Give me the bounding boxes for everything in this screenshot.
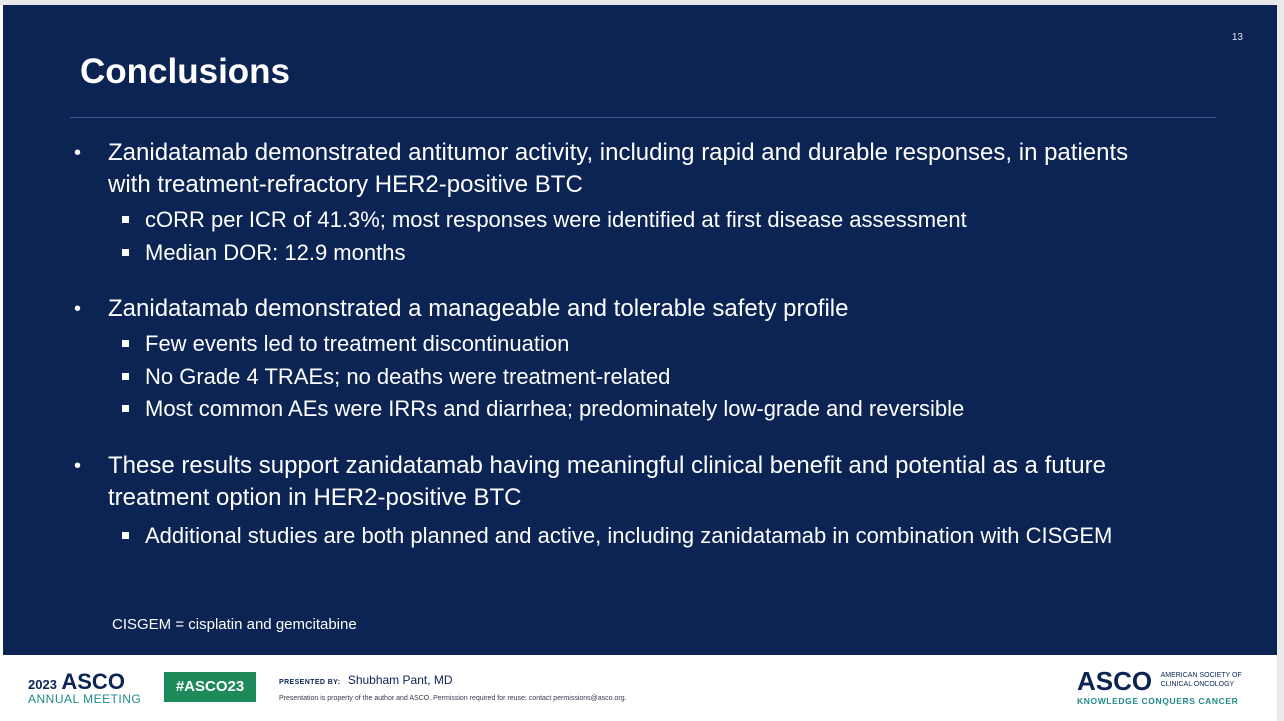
window-right-edge [1277, 0, 1284, 721]
bullet-2 [74, 293, 1168, 325]
sub-bullet-text: Most common AEs were IRRs and diarrhea; predominately low-grade and reversible [145, 396, 965, 421]
slide-title: Conclusions [80, 52, 291, 91]
meeting-name: ANNUAL MEETING [28, 692, 142, 706]
society-line-2: CLINICAL ONCOLOGY [1160, 681, 1235, 688]
bullet-dot-icon: • [74, 455, 82, 477]
bullet-dot-icon: • [74, 142, 82, 164]
sub-bullet-3-1 [145, 520, 1225, 552]
title-divider [70, 117, 1216, 118]
footnote: CISGEM = cisplatin and gemcitabine [112, 616, 357, 633]
asco-annual-meeting-logo [28, 669, 141, 706]
sub-bullet-text: cORR per ICR of 41.3%; most responses were identified at first disease assessment [145, 207, 967, 232]
slide-number: 13 [1231, 32, 1243, 43]
square-bullet-icon [122, 249, 129, 256]
society-line-1: AMERICAN SOCIETY OF [1160, 672, 1242, 679]
square-bullet-icon [122, 532, 129, 539]
bullet-2-text: Zanidatamab demonstrated a manageable and tolerable safety profile [108, 295, 849, 322]
meeting-year: 2023 [28, 677, 57, 692]
square-bullet-icon [122, 405, 129, 412]
bullet-3-text: These results support zanidatamab having meaningful clinical benefit and potential as a future treatment option in HER2-positive BTC [108, 452, 1106, 511]
disclaimer: Presentation is property of the author and ASCO. Permission required for reuse; contact permissions@asco.org. [279, 695, 627, 702]
slide [3, 5, 1277, 655]
asco-logo [1077, 666, 1257, 706]
sub-bullet-2-1 [145, 328, 1225, 360]
sub-bullet-text: Median DOR: 12.9 months [145, 240, 406, 265]
bullet-1-text: Zanidatamab demonstrated antitumor activity, including rapid and durable responses, in patients with treatment-refractory HER2-positive BTC [108, 139, 1129, 198]
hashtag-badge: #ASCO23 [164, 672, 256, 702]
square-bullet-icon [122, 340, 129, 347]
sub-bullet-1-1 [145, 204, 1225, 236]
presenter-name: Shubham Pant, MD [347, 673, 453, 687]
bullet-1 [74, 137, 1168, 201]
bullet-3 [74, 450, 1168, 514]
bullet-dot-icon: • [74, 298, 82, 320]
square-bullet-icon [122, 373, 129, 380]
sub-bullet-text: No Grade 4 TRAEs; no deaths were treatment-related [145, 364, 671, 389]
asco-logo-word: ASCO [1077, 666, 1153, 696]
slide-footer [0, 655, 1277, 721]
sub-bullet-text: Additional studies are both planned and active, including zanidatamab in combination with CISGEM [145, 523, 1113, 548]
sub-bullet-2-2 [145, 361, 1225, 393]
asco-society-name [1161, 671, 1242, 689]
sub-bullet-1-2 [145, 237, 1225, 269]
meeting-org: ASCO [61, 669, 125, 694]
presented-by-label: PRESENTED BY: [279, 679, 341, 686]
sub-bullet-text: Few events led to treatment discontinuation [145, 331, 570, 356]
square-bullet-icon [122, 216, 129, 223]
presented-by [279, 673, 453, 687]
sub-bullet-2-3 [145, 393, 1225, 425]
asco-tagline: KNOWLEDGE CONQUERS CANCER [1077, 696, 1239, 706]
